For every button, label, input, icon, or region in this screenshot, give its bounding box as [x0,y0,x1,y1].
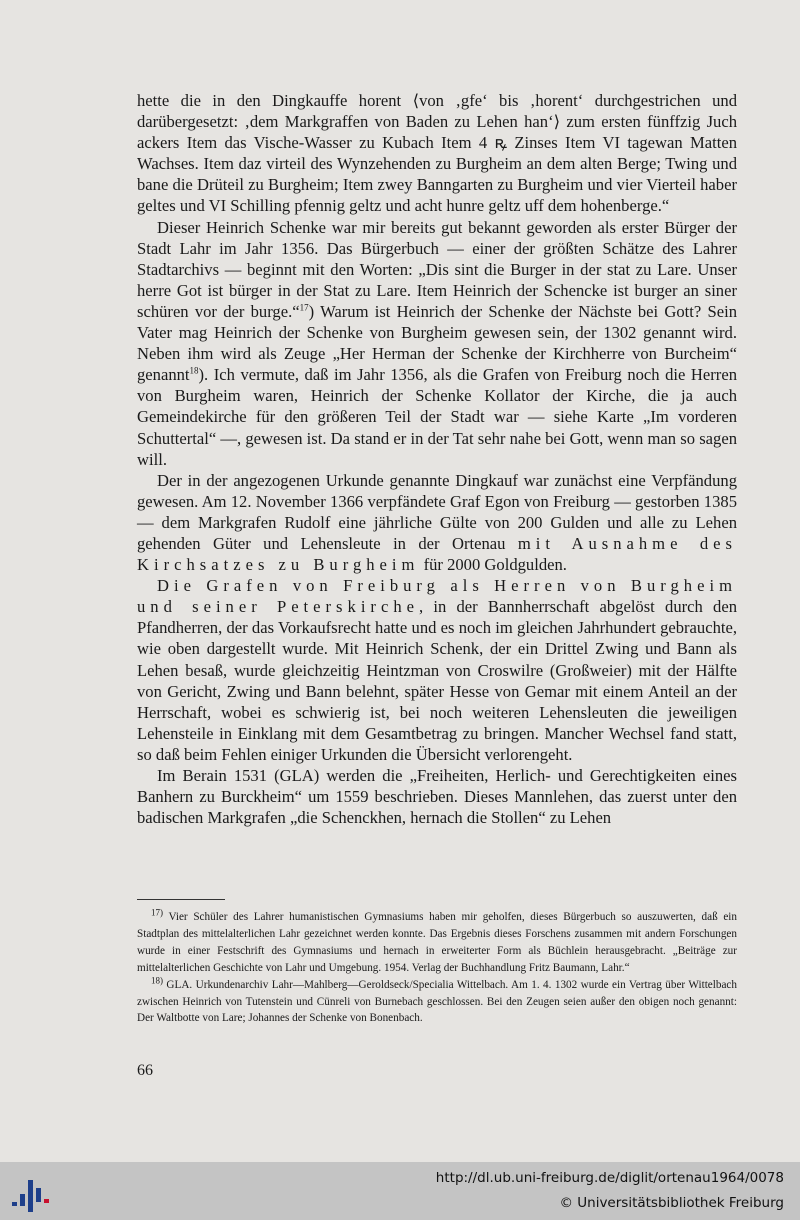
paragraph-2: Dieser Heinrich Schenke war mir bereits gut bekannt geworden als erster Bürger der Stadt Lahr im Jahr 1356. Das Bürgerbuch — einer der größten Schätze des Lahrer Stadtarchivs — beginnt mit den Worten: „Dis sint die Burger in der stat zu Lare. Unser herre Got ist bürger in der Stat zu Lare. Item Heinrich der Schencke ist burger an siner schüren vor der burge.“$^{17}$) Warum ist Heinrich der Schenke der Nächste bei Gott? Sein Vater mag Heinrich der Schenke von Burgheim gewesen sein, der 1302 genannt wird. Neben ihm wird als Zeuge „Her Herman der Schenke der Kirchherre von Burcheim“ genannt$^{18}$). Ich vermute, daß im Jahr 1356, als die Grafen von Freiburg noch die Herren von Burgheim waren, Heinrich der Schenke Kollator der Kirche, die ja auch Gemeindekirche für den größeren Teil der Stadt war — siehe Karte „Im vorderen Schuttertal“ —, gewesen ist. Da stand er in der Tat sehr nahe bei Gott, wenn man so sagen will. [137,217,737,469]
footnote-divider [137,899,225,900]
footnote-ref-17[interactable]: 17 [299,302,309,313]
spaced-emphasis: Die Grafen von Freiburg als Herren von Burgheim und seiner Peterskirche [137,576,737,617]
page-number: 66 [137,1062,153,1079]
spaced-emphasis: mit Ausnahme des Kirchsatzes zu Burgheim [137,533,737,575]
footnote-number: 17) [151,907,163,918]
viewer-footer [0,1162,800,1220]
source-url-link[interactable]: http://dl.ub.uni-freiburg.de/diglit/ortenau1964/0078 [435,1170,784,1186]
paragraph-4: Die Grafen von Freiburg als Herren von Burgheim und seiner Peterskirche, in der Bannherrschaft abgelöst durch den Pfandherren, der das Vorkaufsrecht hatte und es noch im gleichen Jahrhundert gebrauchte, wie oben dargestellt wurde. Mit Heinrich Schenk, der ein Drittel Zwing und Bann als Lehen besaß, wurde gleichzeitig Heintzman von Croswilre (Großweier) mit der Hälfte von Gericht, Zwing und Bann belehnt, später Hesse von Gemar mit einem Anteil an der Herrschaft, wobei es schwierig ist, bei noch weiteren Lehensleuten die jeweiligen Lehensteile in Einklang mit dem Gesamtbetrag zu bringen. Mancher Wechsel fand statt, so daß beim Fehlen einiger Urkunden die Übersicht verlorengeht. [137,576,737,764]
footnote-number: 18) [151,974,163,985]
main-text [137,90,737,828]
paragraph-5: Im Berain 1531 (GLA) werden die „Freiheiten, Herlich- und Gerechtigkeiten eines Banhern zu Burckheim“ um 1559 beschrieben. Dieses Mannlehen, das zuerst unter den badischen Markgrafen „die Schenckhen, hernach die Stollen“ zu Lehen [137,766,737,828]
footnote-ref-18[interactable]: 18 [189,365,199,376]
paragraph-1: hette die in den Dingkauffe horent ⟨von ‚gfe‘ bis ‚horent‘ durchgestrichen und darübergesetzt: ‚dem Markgraffen von Baden zu Lehen han‘⟩ zum ersten fünffzig Juch ackers Item das Vische-Wasser zu Kubach Item 4 ꝶ Zinses Item VI tagewan Matten Wachses. Item daz virteil des Wynzehenden zu Burgheim an dem alten Berge; Twing und bane die Drüteil zu Burgheim; Item zwey Banngarten zu Burgheim und vier Vierteil haber geltes und VI Schilling pfennig geltz und acht hunre geltz uff dem hohenberge.“ [137,91,737,216]
footnote-17: $^{17)}$ Vier Schüler des Lahrer humanistischen Gymnasiums haben mir geholfen, dieses Bürgerbuch so auszuwerten, daß ein Stadtplan des mittelalterlichen Lahr gezeichnet werden konnte. Das Ergebnis dieses Forschens zusammen mit andern Forschungen wurde in einer Festschrift des Gymnasiums und hernach in erweiterter Form als Büchlein herausgebracht. „Beiträge zur mittelalterlichen Geschichte von Lahr und Umgebung. 1954. Verlag der Buchhandlung Fritz Baumann, Lahr.“ [137,907,737,974]
footnotes [137,909,737,1027]
footnote-18: $^{18)}$ GLA. Urkundenarchiv Lahr—Mahlberg—Geroldseck/Specialia Wittelbach. Am 1. 4. 1302 wurde ein Vertrag über Wittelbach zwischen Heinrich von Tutenstein und Cünreli von Burnebach geschlossen. Bei den Zeugen seien außer den obigen noch genannt: Der Waltbotte von Lare; Johannes der Schenke von Bonenbach. [137,974,737,1025]
library-logo-icon [10,1172,52,1214]
copyright-notice: © Universitätsbibliothek Freiburg [559,1195,784,1211]
paragraph-3: Der in der angezogenen Urkunde genannte Dingkauf war zunächst eine Verpfändung gewesen. Am 12. November 1366 verpfändete Graf Egon von Freiburg — gestorben 1385 — dem Markgrafen Rudolf eine jährliche Gülte von 200 Gulden und alle zu Lehen gehenden Güter und Lehensleute in der Ortenau mit Ausnahme des Kirchsatzes zu Burgheim für 2000 Goldgulden. [137,470,737,575]
